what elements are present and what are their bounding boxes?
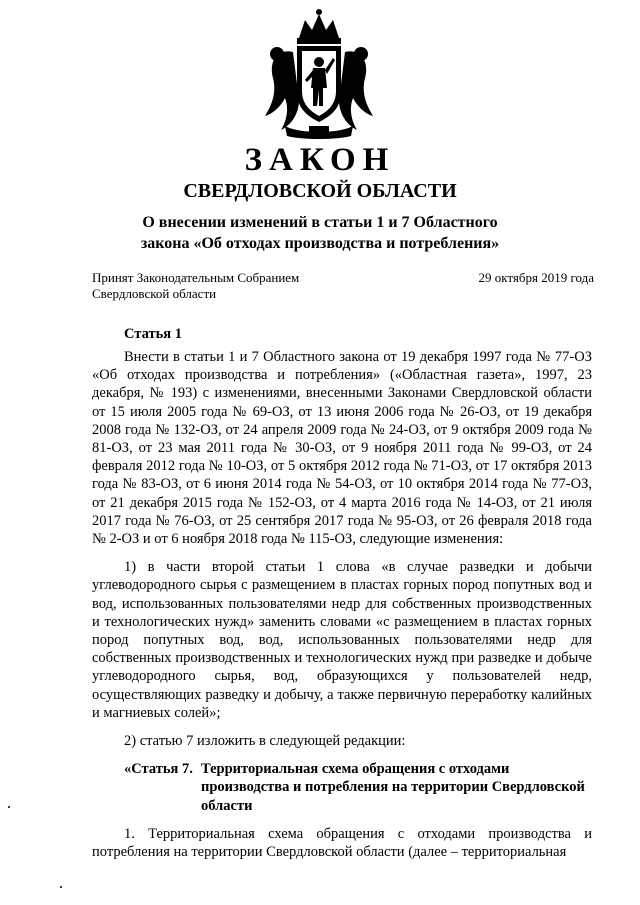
article-1-item-1: 1) в части второй статьи 1 слова «в случае разведки и добычи углеводородного сырья с размещением в пластах горных пород попутных вод и вод, использованных пользователями недр для собственных производственных и технологических нужд» заменить словами «с размещением в пластах горных пород попутных вод, вод, использованных пользователями недр для собственных производственных и технологических нужд при разведке и добыче углеводородного сырья, вод, образующихся у пользователей недр, осуществляющих разведку и добычу, а также первичную переработку калийных и магниевых солей»;	[92, 559, 592, 721]
adopted-by-line-1: Принят Законодательным Собранием	[92, 270, 300, 285]
scan-speck	[8, 806, 10, 808]
law-title: ЗАКОН	[244, 142, 396, 178]
article-7-title: Территориальная схема обращения с отходами производства и потребления на территории Свердловской области	[201, 761, 585, 814]
law-subject-line-2: закона «Об отходах производства и потребления»	[140, 235, 500, 252]
article-1-body	[92, 348, 592, 861]
law-region: СВЕРДЛОВСКОЙ ОБЛАСТИ	[183, 180, 457, 202]
article-1-item-2: 2) статью 7 изложить в следующей редакции:	[124, 733, 406, 750]
article-7-heading	[92, 760, 592, 815]
article-1-intro: Внести в статьи 1 и 7 Областного закона от 19 декабря 1997 года № 77-ОЗ «Об отходах производства и потребления» («Областная газета», 1997, 23 декабря, № 193) с изменениями, внесенными Законами Свердловской области от 15 июля 2005 года № 69-ОЗ, от 13 июня 2006 года № 26-ОЗ, от 19 декабря 2008 года № 132-ОЗ, от 24 апреля 2009 года № 24-ОЗ, от 9 октября 2009 года № 81-ОЗ, от 23 мая 2011 года № 30-ОЗ, от 9 ноября 2011 года № 99-ОЗ, от 24 февраля 2012 года № 10-ОЗ, от 5 октября 2012 года № 71-ОЗ, от 17 октября 2013 года № 83-ОЗ, от 6 июня 2014 года № 54-ОЗ, от 10 октября 2014 года № 77-ОЗ, от 21 декабря 2015 года № 152-ОЗ, от 4 марта 2016 года № 14-ОЗ, от 21 июля 2017 года № 76-ОЗ, от 25 сентября 2017 года № 95-ОЗ, от 26 февраля 2018 года № 2-ОЗ и от 6 ноября 2018 года № 115-ОЗ, следующие изменения:	[92, 349, 592, 548]
article-1-heading: Статья 1	[124, 326, 182, 342]
scan-speck	[60, 886, 62, 888]
adopted-by-line-2: Свердловской области	[92, 286, 217, 301]
article-7-label: «Статья 7.	[124, 761, 193, 778]
article-7-paragraph-1: 1. Территориальная схема обращения с отходами производства и потребления на территории Свердловской области (далее – территориальная	[92, 825, 592, 861]
adopted-by	[92, 270, 332, 302]
coat-of-arms-icon	[255, 8, 383, 140]
adoption-date: 29 октября 2019 года	[478, 270, 594, 285]
law-subject-line-1: О внесении изменений в статьи 1 и 7 Областного	[142, 214, 498, 231]
law-subject	[60, 212, 580, 254]
